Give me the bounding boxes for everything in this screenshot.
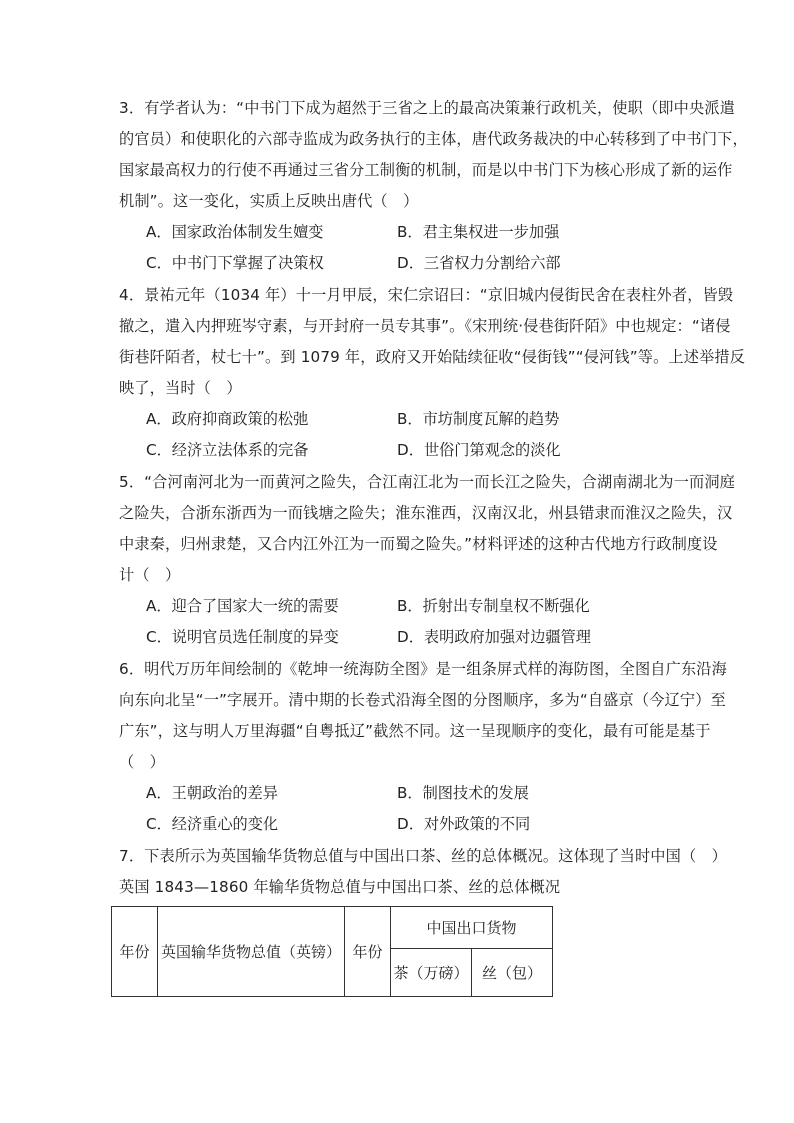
header-british-goods-value: 英国输华货物总值（英镑） — [158, 907, 345, 997]
q5-line-3: 中隶秦，归州隶楚，又合内江外江为一而蜀之险失。”材料评述的这种古代地方行政制度设 — [119, 535, 718, 553]
header-year-2: 年份 — [345, 907, 391, 997]
q6-line-3: 广东”，这与明人万里海疆“自粤抵辽”截然不同。这一呈现顺序的变化，最有可能是基于 — [119, 722, 711, 740]
q6-option-b: B．制图技术的发展 — [397, 784, 529, 802]
q6-option-a: A．王朝政治的差异 — [146, 784, 278, 802]
q3-line-3: 国家最高权力的行使不再通过三省分工制衡的机制，而是以中书门下为核心形成了新的运作 — [119, 161, 733, 179]
q3-line-2: 的官员）和使职化的六部寺监成为政务执行的主体，唐代政务裁决的中心转移到了中书门下， — [119, 130, 748, 148]
q3-line-1: 3．有学者认为：“中书门下成为超然于三省之上的最高决策兼行政机关，使职（即中央派遣 — [119, 99, 735, 117]
q3-option-d: D．三省权力分割给六部 — [397, 254, 561, 272]
q4-option-d: D．世俗门第观念的淡化 — [397, 441, 561, 459]
q4-line-3: 街巷阡陌者，杖七十”。到 1079 年，政府又开始陆续征收“侵街钱”“侵河钱”等。上述举措反 — [119, 348, 746, 366]
q3-line-4: 机制”。这一变化，实质上反映出唐代（ ） — [119, 192, 419, 210]
q6-line-2: 向东向北呈“一”字展开。清中期的长卷式沿海全图的分图顺序，多为“自盛京（今辽宁）至 — [119, 691, 726, 709]
header-silk: 丝（包） — [472, 949, 553, 997]
q6-option-d: D．对外政策的不同 — [397, 815, 531, 833]
q5-line-4: 计（ ） — [119, 566, 181, 584]
q6-option-c: C．经济重心的变化 — [146, 815, 279, 833]
q5-line-2: 之险失，合浙东浙西为一而钱塘之险失；淮东淮西，汉南汉北，州县错隶而淮汉之险失，汉 — [119, 504, 733, 522]
q4-option-c: C．经济立法体系的完备 — [146, 441, 309, 459]
goods-table — [111, 906, 553, 997]
q4-option-a: A．政府抑商政策的松弛 — [146, 410, 309, 428]
q5-option-a: A．迎合了国家大一统的需要 — [146, 597, 339, 615]
q5-option-d: D．表明政府加强对边疆管理 — [397, 628, 591, 646]
q4-line-1: 4．景祐元年（1034 年）十一月甲辰，宋仁宗诏曰：“京旧城内侵街民舍在表柱外者，皆毁 — [119, 286, 734, 304]
header-tea: 茶（万磅） — [391, 949, 472, 997]
q5-option-b: B．折射出专制皇权不断强化 — [397, 597, 590, 615]
q7-table-caption: 英国 1843—1860 年输华货物总值与中国出口茶、丝的总体概况 — [119, 878, 561, 896]
q4-option-b: B．市坊制度瓦解的趋势 — [397, 410, 560, 428]
q5-option-c: C．说明官员选任制度的异变 — [146, 628, 339, 646]
q6-line-1: 6．明代万历年间绘制的《乾坤一统海防全图》是一组条屏式样的海防图，全图自广东沿海 — [119, 660, 727, 678]
q3-option-a: A．国家政治体制发生嬗变 — [146, 223, 324, 241]
q7-line-1: 7．下表所示为英国输华货物总值与中国出口茶、丝的总体概况。这体现了当时中国（ ） — [119, 847, 727, 865]
q4-line-2: 撤之，遣入内押班岑守素，与开封府一员专其事”。《宋刑统·侵巷街阡陌》中也规定：“诸侵 — [119, 317, 731, 335]
q5-line-1: 5．“合河南河北为一而黄河之险失，合江南江北为一而长江之险失，合湖南湖北为一而洞庭 — [119, 473, 735, 491]
header-china-exports: 中国出口货物 — [391, 907, 553, 949]
q4-line-4: 映了，当时（ ） — [119, 379, 242, 397]
q3-option-c: C．中书门下掌握了决策权 — [146, 254, 324, 272]
q6-line-4: （ ） — [119, 753, 166, 771]
header-year: 年份 — [112, 907, 158, 997]
q3-option-b: B．君主集权进一步加强 — [397, 223, 560, 241]
